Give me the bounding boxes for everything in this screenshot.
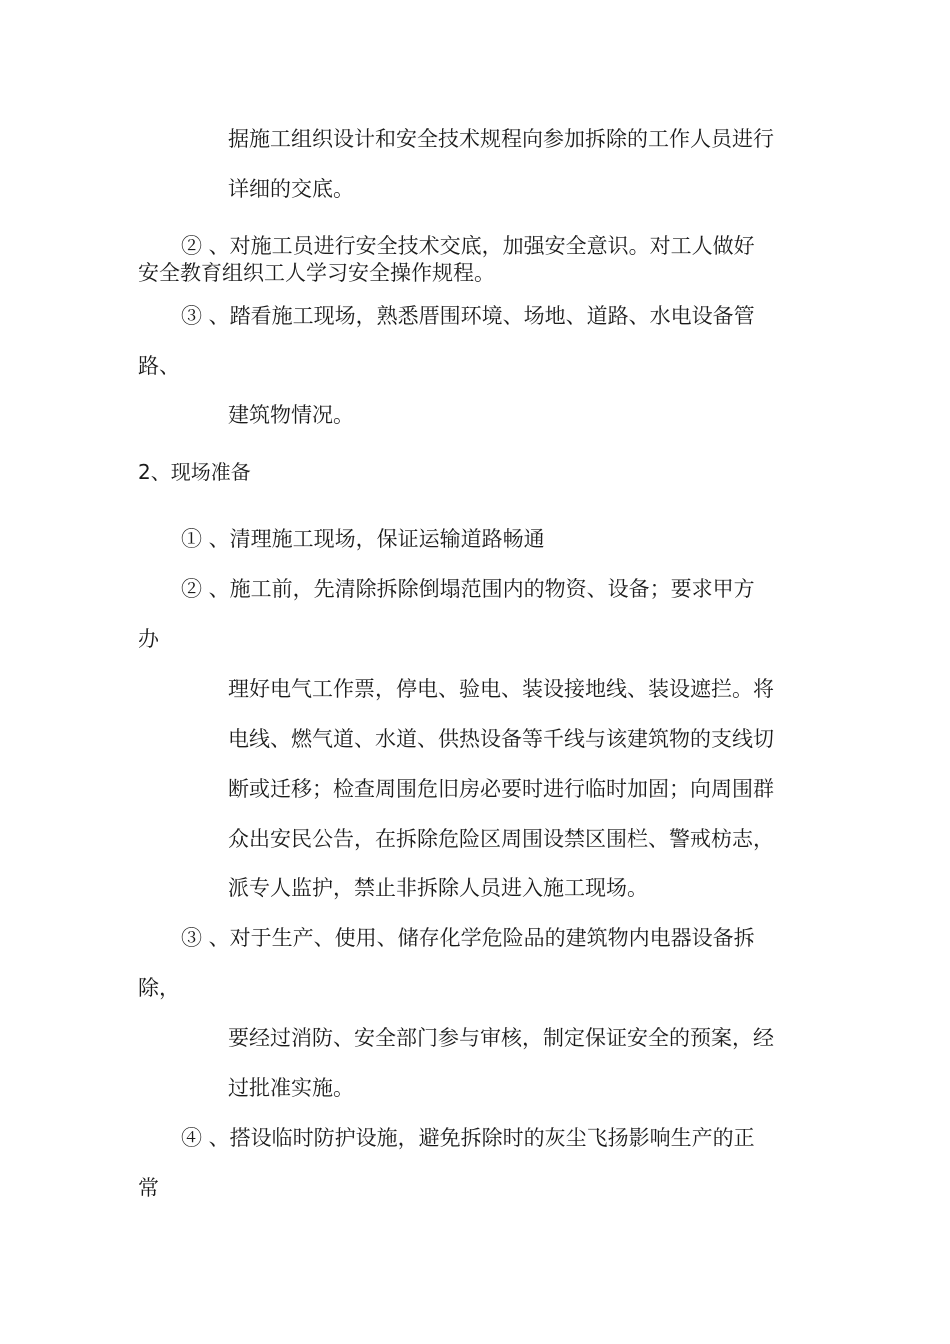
text-line: ③ 、踏看施工现场，熟悉厝围环境、场地、道路、水电设备管 — [181, 304, 755, 328]
section-heading: 2、现场准备 — [138, 460, 251, 484]
text-line: 详细的交底。 — [228, 177, 354, 201]
text-line: 路、 — [138, 354, 180, 378]
text-line: ③ 、对于生产、使用、储存化学危险品的建筑物内电器设备拆 — [181, 926, 755, 950]
text-line: 办 — [138, 627, 159, 651]
text-line: 要经过消防、安全部门参与审核，制定保证安全的预案，经 — [228, 1026, 774, 1050]
text-line: ② 、施工前，先清除拆除倒塌范围内的物资、设备；要求甲方 — [181, 577, 755, 601]
text-line: ② 、对施工员进行安全技术交底，加强安全意识。对工人做好 — [181, 234, 755, 258]
text-line: 常 — [138, 1176, 159, 1200]
text-line: 据施工组织设计和安全技术规程向参加拆除的工作人员进行 — [228, 127, 774, 151]
text-line: 建筑物情况。 — [228, 403, 354, 427]
text-line: 安全教育组织工人学习安全操作规程。 — [138, 261, 495, 285]
text-line: 派专人监护，禁止非拆除人员进入施工现场。 — [228, 876, 648, 900]
text-line: 过批准实施。 — [228, 1076, 354, 1100]
text-line: 除， — [138, 976, 180, 1000]
text-line: 电线、燃气道、水道、供热设备等千线与该建筑物的支线切 — [228, 727, 774, 751]
text-line: ① 、清理施工现场，保证运输道路畅通 — [181, 527, 545, 551]
text-line: 断或迁移；检查周围危旧房必要时进行临时加固；向周围群 — [228, 777, 774, 801]
text-line: 众出安民公告，在拆除危险区周围设禁区围栏、警戒枋志， — [228, 827, 774, 851]
text-line: 理好电气工作票，停电、验电、装设接地线、装设遮拦。将 — [228, 677, 774, 701]
text-line: ④ 、搭设临时防护设施，避免拆除时的灰尘飞扬影响生产的正 — [181, 1126, 755, 1150]
